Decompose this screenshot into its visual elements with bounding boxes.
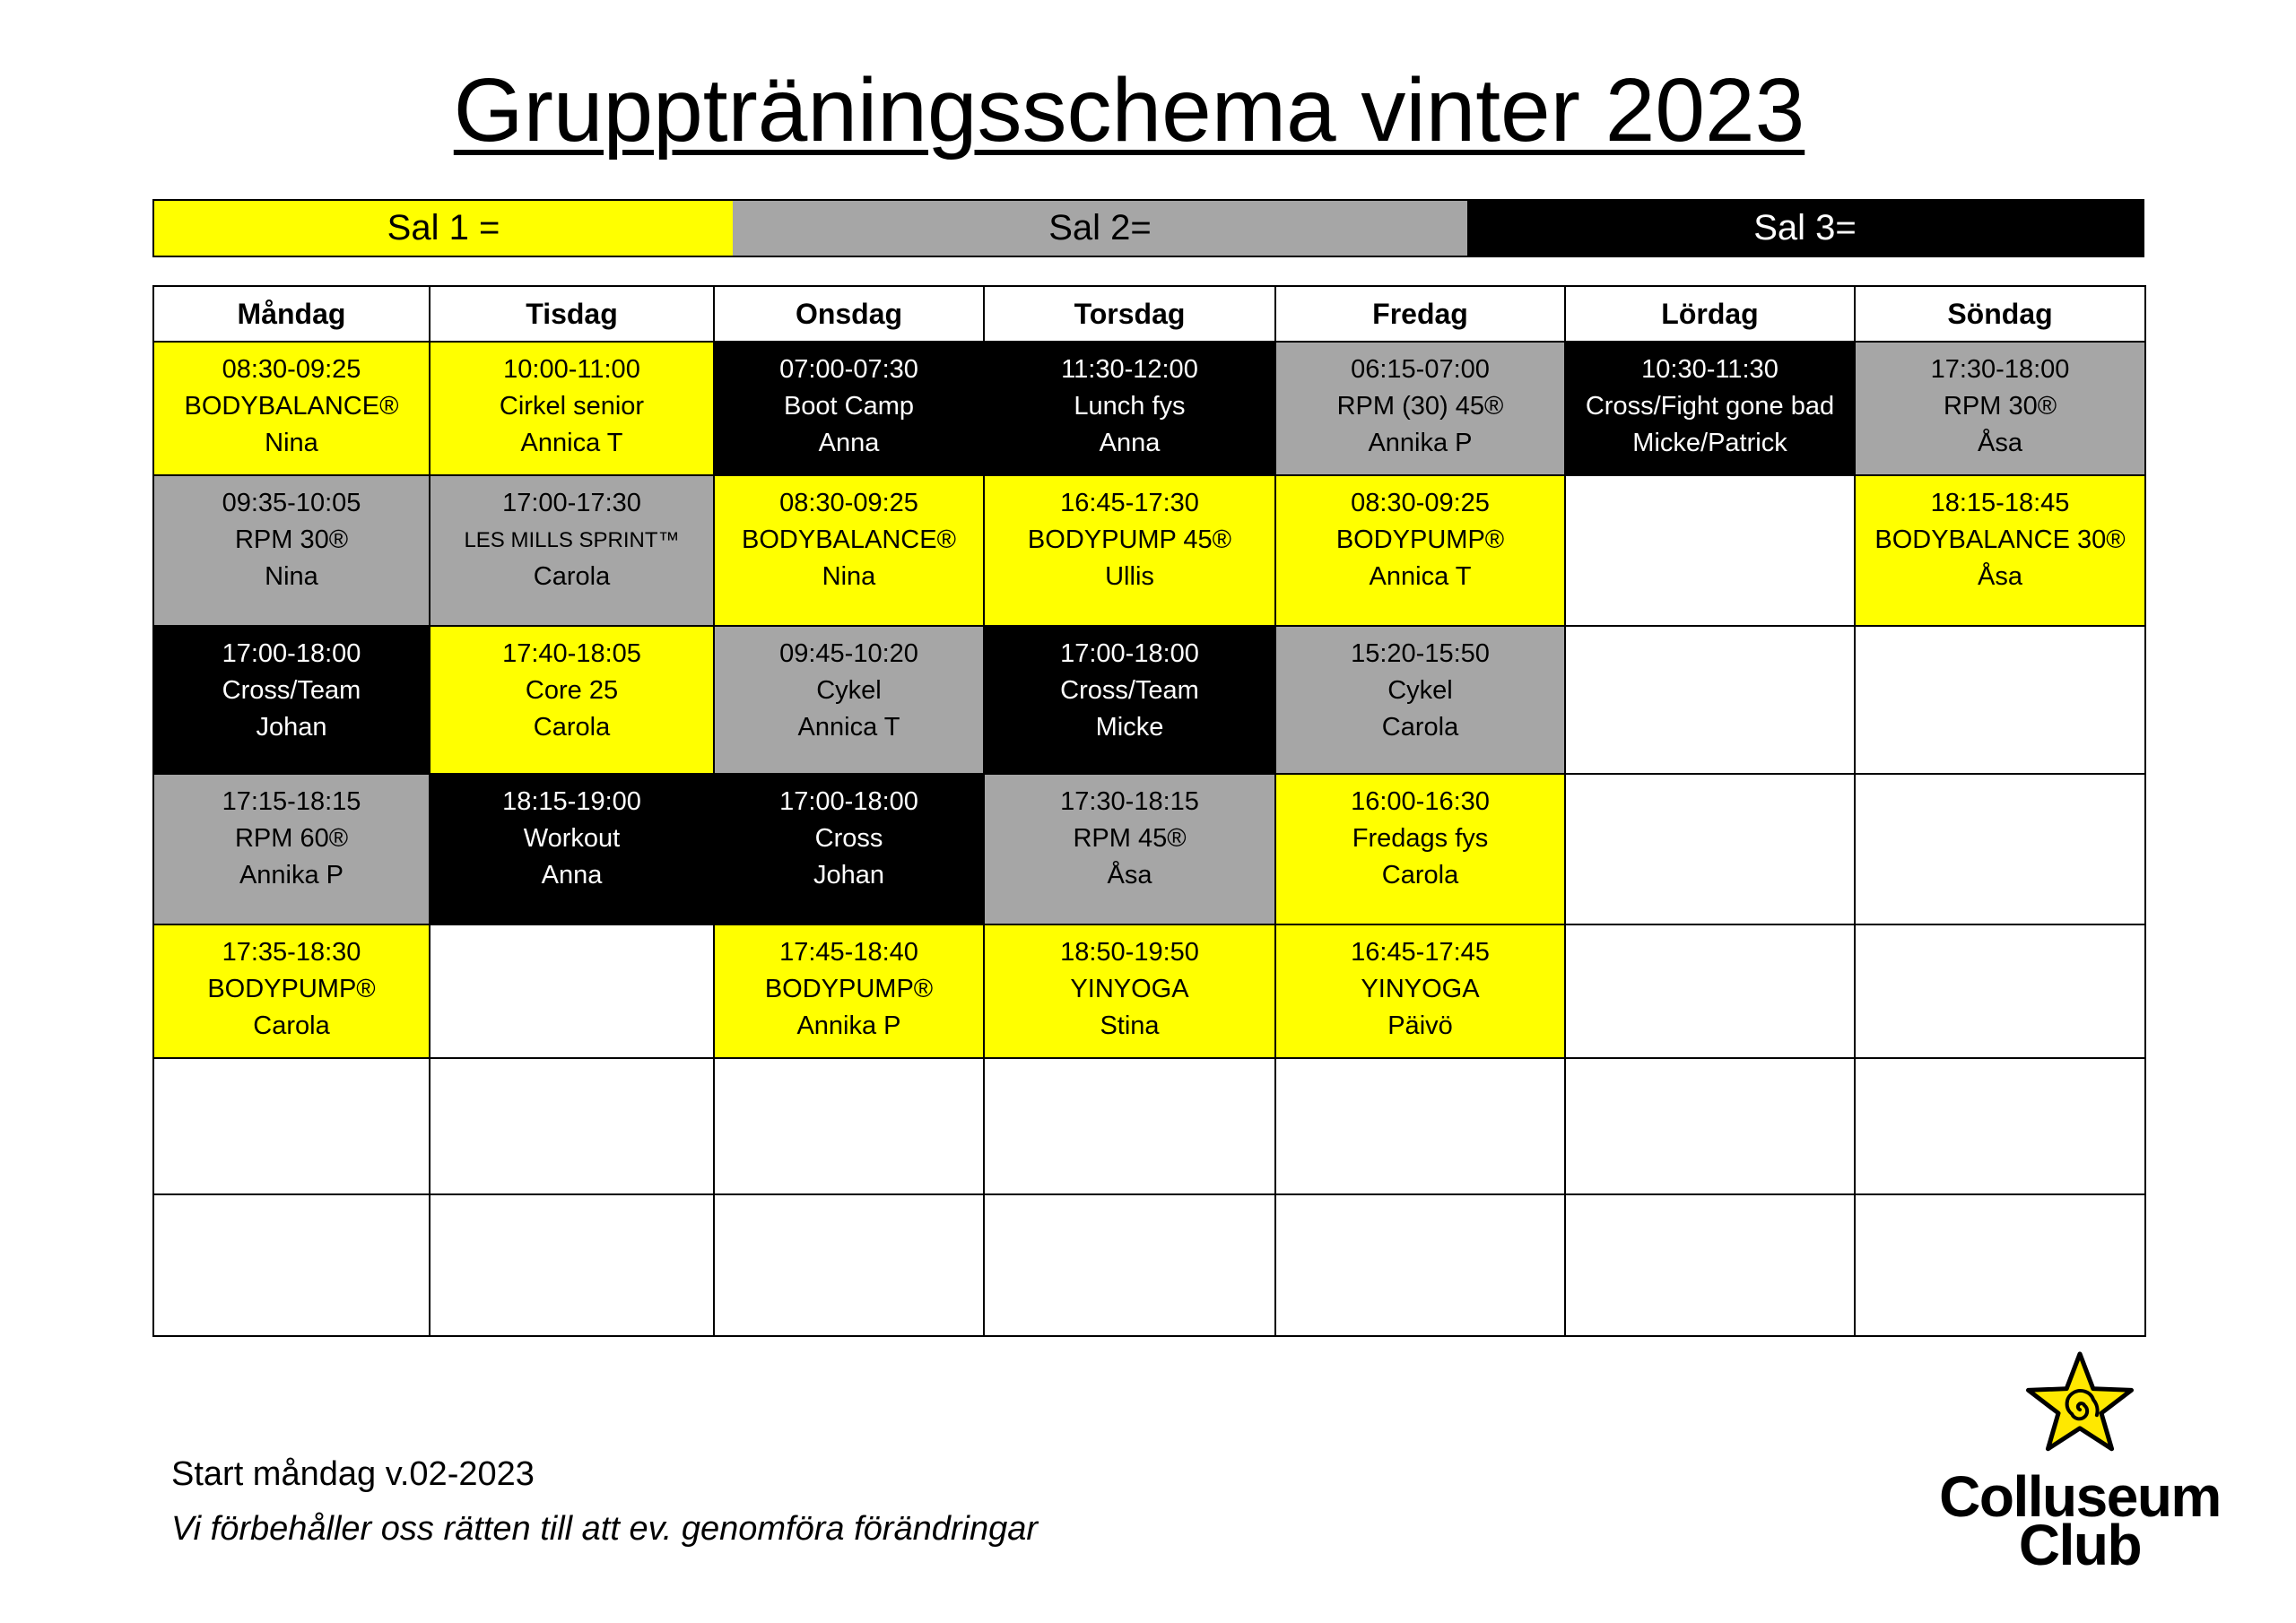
class-name: BODYPUMP® [207, 975, 376, 1003]
empty-slot [430, 1059, 715, 1195]
class-time: 10:30-11:30 [1641, 355, 1779, 384]
class-name: BODYBALANCE® [742, 525, 956, 554]
class-name: Cross/Team [1060, 676, 1199, 705]
class-instructor: Anna [541, 861, 603, 890]
day-header-mandag: Måndag [154, 287, 430, 343]
empty-slot [1566, 627, 1856, 775]
class-instructor: Nina [822, 562, 876, 591]
class-time: 08:30-09:25 [1351, 489, 1490, 517]
day-header-fredag: Fredag [1276, 287, 1566, 343]
class-time: 09:35-10:05 [222, 489, 361, 517]
class-instructor: Ullis [1105, 562, 1154, 591]
class-slot [154, 343, 430, 476]
class-time: 17:30-18:15 [1060, 787, 1199, 816]
class-slot [985, 343, 1276, 476]
empty-slot [985, 1059, 1276, 1195]
class-slot [154, 925, 430, 1059]
empty-slot [1566, 476, 1856, 627]
class-instructor: Carola [533, 562, 611, 591]
page-title: Gruppträningsschema vinter 2023 [453, 60, 1805, 161]
empty-slot [1856, 775, 2146, 925]
class-name: Cross [814, 824, 883, 853]
class-time: 15:20-15:50 [1351, 639, 1490, 668]
class-time: 17:40-18:05 [502, 639, 641, 668]
class-name: LES MILLS SPRINT™ [464, 528, 680, 552]
empty-slot [154, 1195, 430, 1337]
class-slot [715, 775, 985, 925]
logo-wordmark-line1: Colluseum [1939, 1464, 2221, 1529]
class-instructor: Annika P [239, 861, 344, 890]
class-slot [154, 775, 430, 925]
class-instructor: Carola [1381, 861, 1459, 890]
day-header-tisdag: Tisdag [430, 287, 715, 343]
class-slot [715, 343, 985, 476]
empty-slot [154, 1059, 430, 1195]
class-name: RPM 30® [1943, 392, 2057, 421]
empty-slot [1856, 627, 2146, 775]
day-header-lordag: Lördag [1566, 287, 1856, 343]
class-time: 17:30-18:00 [1930, 355, 2070, 384]
class-slot [430, 775, 715, 925]
class-time: 17:00-18:00 [779, 787, 918, 816]
class-name: RPM 60® [234, 824, 349, 853]
class-instructor: Nina [265, 429, 318, 457]
class-time: 16:45-17:45 [1351, 938, 1490, 967]
star-spiral-icon [2023, 1350, 2136, 1459]
class-name: Cykel [1387, 676, 1453, 705]
class-name: Cross/Fight gone bad [1585, 392, 1835, 421]
class-name: Boot Camp [783, 392, 915, 421]
class-slot [715, 476, 985, 627]
class-name: RPM 30® [234, 525, 349, 554]
day-header-sondag: Söndag [1856, 287, 2146, 343]
class-instructor: Carola [253, 1011, 330, 1040]
class-instructor: Åsa [1107, 861, 1152, 890]
legend-sal-3: Sal 3= [1467, 201, 2143, 256]
class-name: YINYOGA [1361, 975, 1480, 1003]
class-instructor: Nina [265, 562, 318, 591]
class-slot [1276, 925, 1566, 1059]
class-instructor: Åsa [1978, 562, 2022, 591]
class-slot [1276, 343, 1566, 476]
class-instructor: Annika P [796, 1011, 901, 1040]
empty-slot [430, 925, 715, 1059]
class-slot [430, 343, 715, 476]
class-time: 18:15-19:00 [502, 787, 641, 816]
empty-slot [985, 1195, 1276, 1337]
empty-slot [715, 1059, 985, 1195]
empty-slot [1566, 775, 1856, 925]
class-name: Lunch fys [1074, 392, 1186, 421]
class-slot [154, 627, 430, 775]
empty-slot [1276, 1059, 1566, 1195]
logo-wordmark-line2: Club [2018, 1513, 2142, 1577]
class-instructor: Stina [1100, 1011, 1160, 1040]
empty-slot [1566, 925, 1856, 1059]
class-name: YINYOGA [1070, 975, 1189, 1003]
class-name: BODYPUMP® [1335, 525, 1505, 554]
class-name: Cirkel senior [499, 392, 645, 421]
class-time: 16:00-16:30 [1351, 787, 1490, 816]
class-name: Core 25 [525, 676, 619, 705]
class-instructor: Annika P [1368, 429, 1473, 457]
class-slot [1276, 627, 1566, 775]
class-slot [985, 476, 1276, 627]
class-instructor: Micke [1095, 713, 1164, 742]
class-name: BODYBALANCE® [184, 392, 399, 421]
empty-slot [1856, 1195, 2146, 1337]
class-instructor: Annica T [520, 429, 623, 457]
disclaimer-note: Vi förbehåller oss rätten till att ev. genomföra förändringar [171, 1510, 1038, 1548]
class-time: 17:45-18:40 [779, 938, 918, 967]
class-time: 06:15-07:00 [1351, 355, 1490, 384]
class-time: 17:35-18:30 [222, 938, 361, 967]
class-instructor: Carola [1381, 713, 1459, 742]
class-time: 16:45-17:30 [1060, 489, 1199, 517]
class-instructor: Päivö [1387, 1011, 1453, 1040]
class-name: Workout [523, 824, 621, 853]
class-slot [985, 925, 1276, 1059]
class-instructor: Annica T [797, 713, 900, 742]
class-slot [154, 476, 430, 627]
class-name: RPM (30) 45® [1336, 392, 1504, 421]
class-instructor: Micke/Patrick [1632, 429, 1787, 457]
class-time: 17:15-18:15 [222, 787, 361, 816]
class-name: RPM 45® [1073, 824, 1187, 853]
class-time: 11:30-12:00 [1061, 355, 1198, 384]
empty-slot [1856, 1059, 2146, 1195]
class-slot [1856, 343, 2146, 476]
room-legend [152, 199, 2144, 257]
class-time: 17:00-18:00 [222, 639, 361, 668]
class-slot [430, 627, 715, 775]
class-instructor: Anna [818, 429, 880, 457]
empty-slot [1566, 1059, 1856, 1195]
class-instructor: Johan [813, 861, 884, 890]
class-name: BODYBALANCE 30® [1874, 525, 2126, 554]
class-slot [985, 775, 1276, 925]
class-name: BODYPUMP 45® [1027, 525, 1232, 554]
class-instructor: Carola [533, 713, 611, 742]
schedule-table [152, 285, 2146, 1337]
class-slot [1276, 775, 1566, 925]
class-time: 17:00-17:30 [502, 489, 641, 517]
class-name: Cross/Team [222, 676, 361, 705]
class-instructor: Anna [1099, 429, 1161, 457]
class-slot [1856, 476, 2146, 627]
empty-slot [430, 1195, 715, 1337]
class-time: 17:00-18:00 [1060, 639, 1199, 668]
legend-sal-2: Sal 2= [733, 201, 1467, 256]
day-header-torsdag: Torsdag [985, 287, 1276, 343]
legend-sal-1: Sal 1 = [154, 201, 733, 256]
class-instructor: Åsa [1978, 429, 2022, 457]
schedule-start-date: Start måndag v.02-2023 [171, 1455, 535, 1493]
class-slot [985, 627, 1276, 775]
class-slot [715, 627, 985, 775]
empty-slot [1566, 1195, 1856, 1337]
empty-slot [1856, 925, 2146, 1059]
class-name: Cykel [816, 676, 882, 705]
empty-slot [715, 1195, 985, 1337]
empty-slot [1276, 1195, 1566, 1337]
class-slot [1276, 476, 1566, 627]
class-name: Fredags fys [1352, 824, 1489, 853]
class-name: BODYPUMP® [764, 975, 934, 1003]
day-header-onsdag: Onsdag [715, 287, 985, 343]
class-time: 09:45-10:20 [779, 639, 918, 668]
class-instructor: Annica T [1369, 562, 1472, 591]
class-slot [715, 925, 985, 1059]
class-time: 10:00-11:00 [503, 355, 640, 384]
class-slot [1566, 343, 1856, 476]
class-time: 08:30-09:25 [222, 355, 361, 384]
class-instructor: Johan [256, 713, 327, 742]
class-slot [430, 476, 715, 627]
class-time: 08:30-09:25 [779, 489, 918, 517]
class-time: 18:50-19:50 [1060, 938, 1199, 967]
class-time: 18:15-18:45 [1930, 489, 2070, 517]
class-time: 07:00-07:30 [779, 355, 918, 384]
